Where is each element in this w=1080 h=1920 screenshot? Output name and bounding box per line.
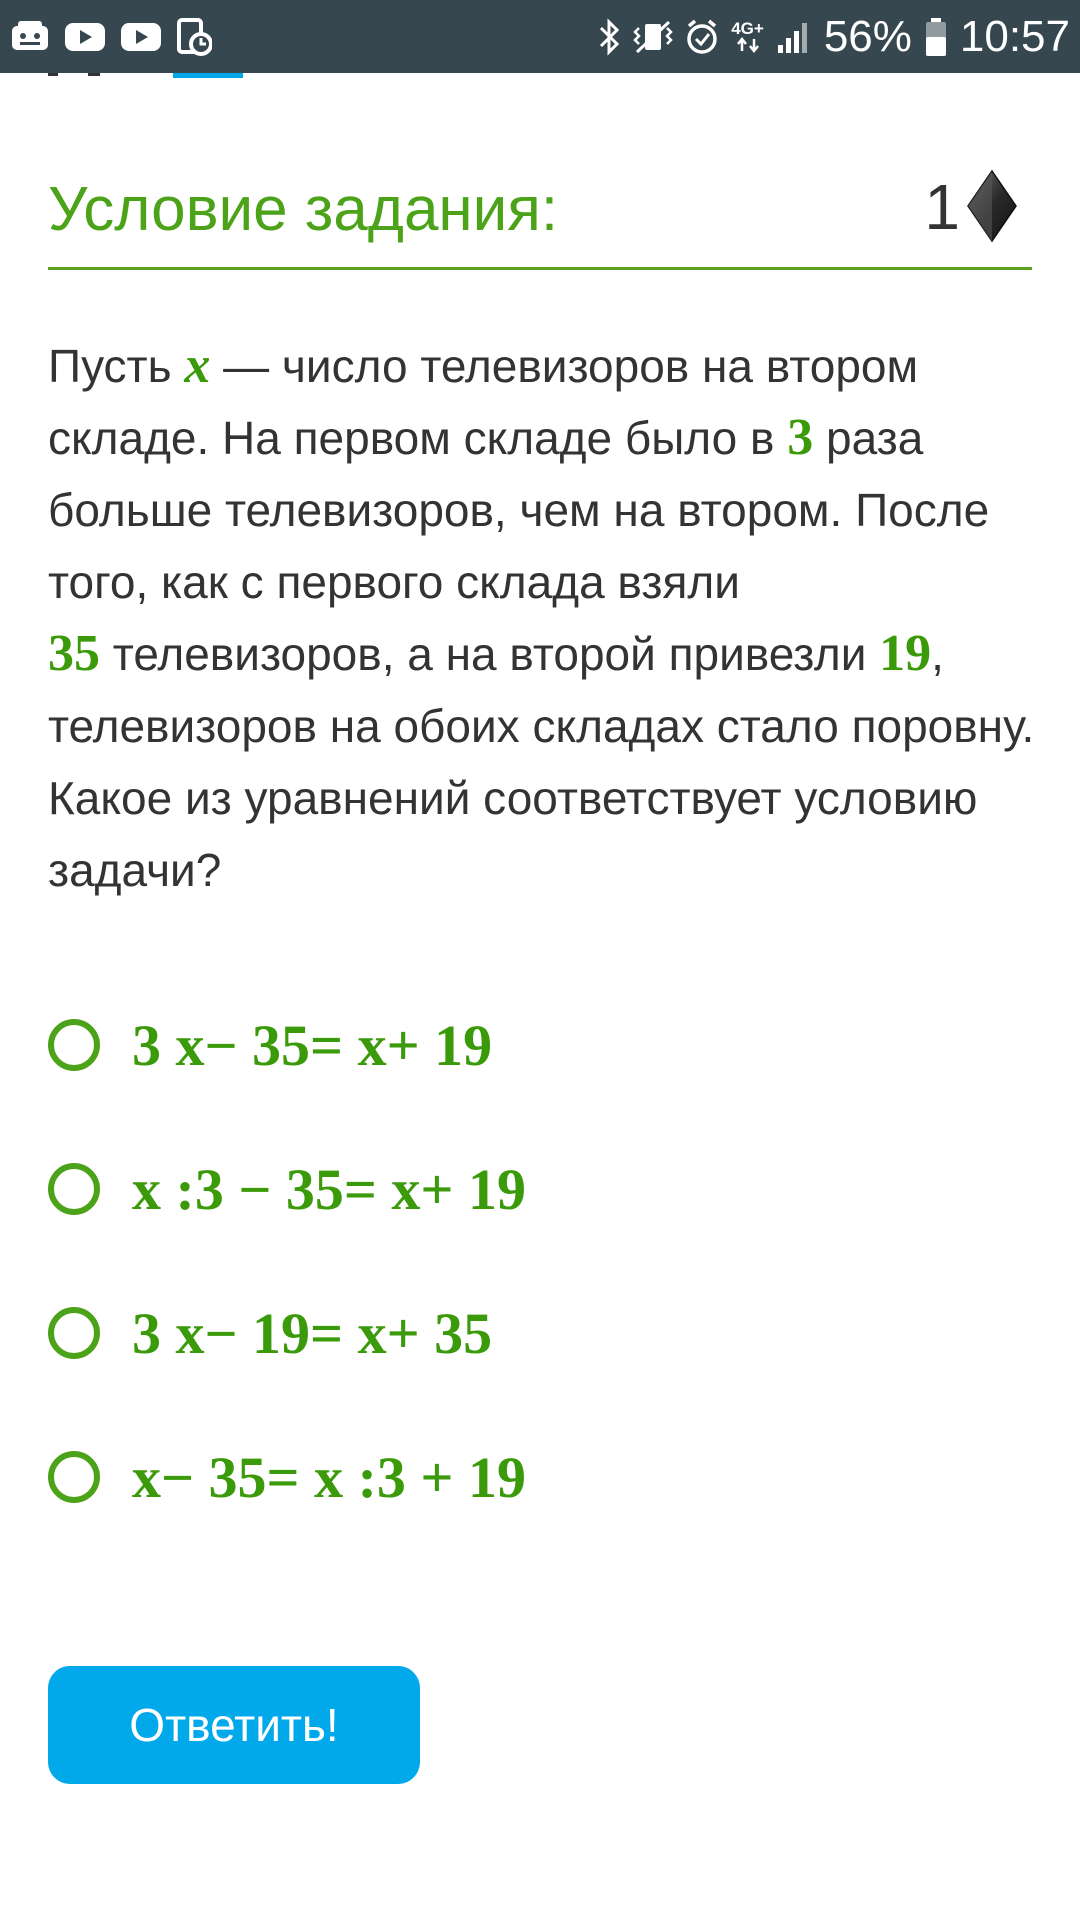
battery-percent: 56% [823, 11, 912, 61]
bluetooth-icon [597, 18, 621, 56]
task-text-part: — число телевизоров на втором складе. На первом складе было в [48, 340, 919, 464]
answer-option[interactable] [48, 1432, 948, 1522]
math-number: 19 [879, 625, 932, 682]
diamond-icon [966, 169, 1018, 243]
clock-time: 10:57 [959, 11, 1070, 61]
task-text-part: , телевизоров на обоих складах стало поровну. Какое из уравнений соответствует условию задачи? [48, 628, 1035, 896]
screen-clock-icon [176, 18, 212, 56]
youtube-icon [120, 21, 162, 53]
status-bar [0, 0, 1080, 73]
task-text-part: Пусть [48, 340, 185, 392]
alarm-icon [685, 18, 719, 56]
radio-button[interactable] [48, 1307, 100, 1359]
math-number: 3 [787, 409, 814, 466]
data-arrows-icon [731, 20, 764, 53]
scrolled-content-fragment [48, 73, 348, 79]
task-text [48, 330, 1038, 906]
task-text-part: раза больше телевизоров, чем на втором. После того, как с первого склада взяли [48, 412, 990, 608]
answer-option[interactable] [48, 1144, 948, 1234]
battery-icon [924, 16, 948, 58]
option-equation: 3 x− 19= x+ 35 [132, 1300, 493, 1366]
signal-icon [776, 19, 812, 55]
answer-option[interactable] [48, 1000, 948, 1090]
radio-button[interactable] [48, 1019, 100, 1071]
option-equation: 3 x− 35= x+ 19 [132, 1012, 493, 1078]
radio-button[interactable] [48, 1451, 100, 1503]
math-variable: x [184, 337, 211, 394]
status-bar-right [597, 11, 1070, 61]
app-icon [10, 20, 50, 54]
status-bar-left [10, 18, 212, 56]
answer-option[interactable] [48, 1288, 948, 1378]
task-header [48, 166, 1032, 270]
vibrate-icon [633, 18, 673, 56]
youtube-icon [64, 21, 106, 53]
task-text-part: телевизоров, а на второй привезли [100, 628, 880, 680]
task-points: 1 [924, 171, 960, 243]
answer-button[interactable]: Ответить! [48, 1666, 420, 1784]
option-equation: x :3 − 35= x+ 19 [132, 1156, 526, 1222]
radio-button[interactable] [48, 1163, 100, 1215]
network-type-label: 4G+ [731, 19, 764, 38]
page-title: Условие задания: [48, 175, 559, 244]
option-equation: x− 35= x :3 + 19 [132, 1444, 526, 1510]
math-number: 35 [48, 625, 100, 682]
